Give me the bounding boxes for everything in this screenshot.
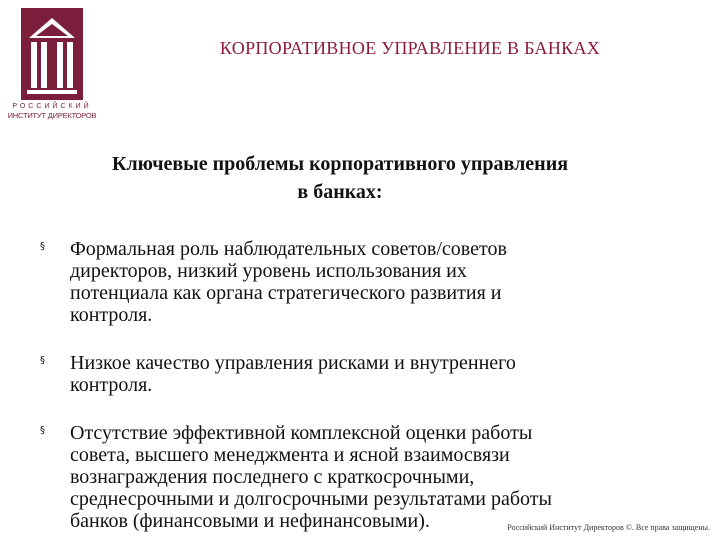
subtitle-line2: в банках:	[297, 181, 383, 203]
bullet-line: вознаграждения последнего с краткосрочными,	[70, 466, 475, 488]
bullet-marker-icon: §	[40, 241, 45, 252]
bullet-marker-icon: §	[40, 425, 45, 436]
bullet-line: потенциала как органа стратегического развития и	[70, 282, 502, 304]
institute-building-logo-icon	[21, 8, 83, 100]
bullet-line: банков (финансовыми и нефинансовыми).	[70, 510, 430, 532]
subtitle-line1: Ключевые проблемы корпоративного управления	[111, 153, 569, 175]
logo-text-line1: РОССИЙСКИЙ	[12, 103, 92, 110]
slide-subtitle	[60, 150, 620, 206]
bullet-marker-icon: §	[40, 355, 45, 366]
bullet-text	[70, 352, 690, 396]
bullet-line: Формальная роль наблюдательных советов/советов	[70, 238, 507, 260]
bullet-line: среднесрочными и долгосрочными результатами работы	[70, 488, 552, 510]
institute-logo	[4, 8, 100, 120]
bullet-text	[70, 238, 690, 326]
bullet-line: контроля.	[70, 374, 153, 396]
bullet-text	[70, 422, 690, 532]
logo-text-line2: ИНСТИТУТ ДИРЕКТОРОВ	[7, 111, 97, 120]
bullet-line: совета, высшего менеджмента и ясной взаимосвязи	[70, 444, 510, 466]
bullet-line: контроля.	[70, 304, 153, 326]
page-title: КОРПОРАТИВНОЕ УПРАВЛЕНИЕ В БАНКАХ	[219, 38, 601, 58]
bullet-line: директоров, низкий уровень использования их	[70, 260, 467, 282]
bullet-line: Отсутствие эффективной комплексной оценки работы	[70, 422, 533, 444]
copyright-footer: Российский Институт Директоров ©. Все права защищены.	[507, 523, 710, 532]
bullet-line: Низкое качество управления рисками и внутреннего	[70, 352, 516, 374]
